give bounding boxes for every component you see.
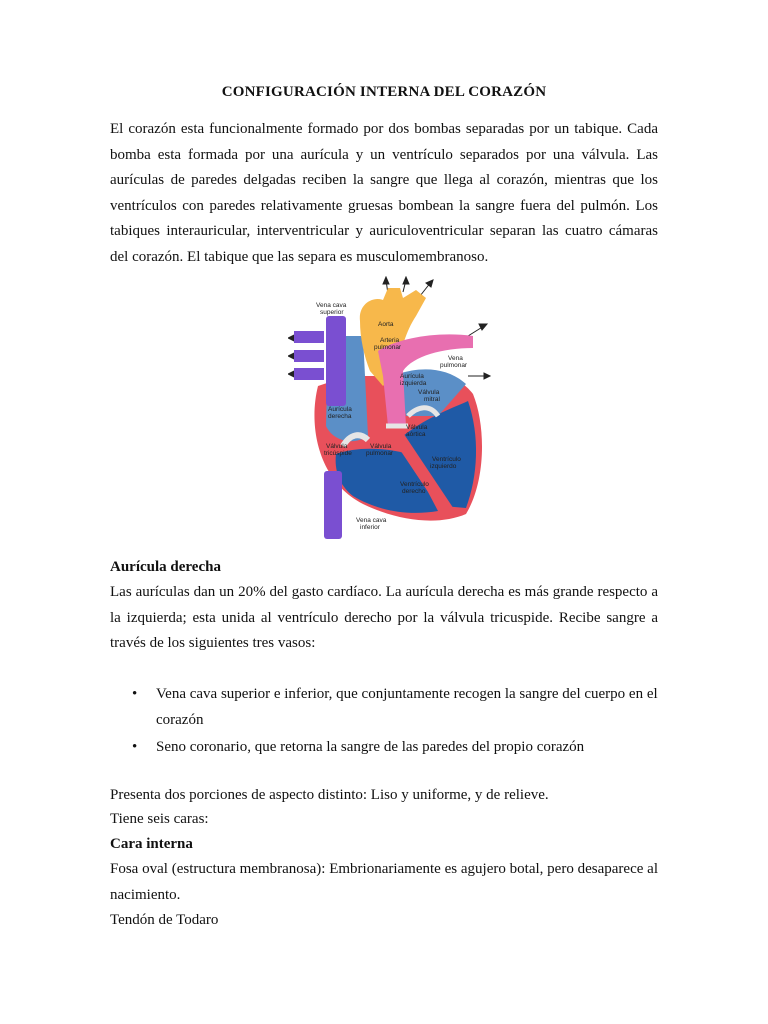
- label-valvula-mitral: mitral: [424, 396, 440, 403]
- label-vena-cava-superior: Vena cava: [316, 302, 347, 309]
- heart-diagram: [288, 276, 493, 546]
- list-item-text: Seno coronario, que retorna la sangre de las paredes del propio corazón: [156, 739, 585, 755]
- list-item: [110, 735, 658, 761]
- label-valvula-mitral: Válvula: [418, 389, 440, 396]
- label-valvula-pulmonar: Válvula: [370, 443, 392, 450]
- list-item: [110, 682, 658, 733]
- label-arteria-pulmonar: Arteria: [380, 337, 400, 344]
- section1-paragraph: Las aurículas dan un 20% del gasto cardíaco. La aurícula derecha es más grande respecto a la izquierda; esta unida al ventrículo derecho por la válvula tricuspide. Recibe sangre a través de los siguientes tres vasos:: [110, 584, 658, 651]
- label-vena-cava-inferior: Vena cava: [356, 517, 387, 524]
- label-vena-cava-superior: superior: [320, 309, 344, 316]
- intro-paragraph: El corazón esta funcionalmente formado por dos bombas separadas por un tabique. Cada bomba esta formada por una aurícula y un ventrículo separados por una válvula. Las aurículas de paredes delgadas reciben la sangre que llega al corazón, mientras que los ventrículos con paredes relativamente gruesas bombean la sangre fuera del pulmón. Los tabiques interauricular, interventricular y auriculoventricular separan las cuatro cámaras del corazón. El tabique que las separa es musculomembranoso.: [110, 121, 658, 265]
- label-aorta: Aorta: [378, 321, 394, 328]
- list-item-text: Vena cava superior e inferior, que conjuntamente recogen la sangre del cuerpo en el corazón: [156, 686, 658, 728]
- label-arteria-pulmonar: pulmonar: [374, 344, 402, 351]
- label-vena-cava-inferior: inferior: [360, 524, 380, 531]
- label-ventriculo-izquierdo: izquierdo: [430, 463, 457, 470]
- document-title: CONFIGURACIÓN INTERNA DEL CORAZÓN: [221, 84, 547, 100]
- faces-line: Tiene seis caras:: [110, 811, 209, 827]
- pulmonary-vein-left: [294, 368, 324, 380]
- tendon-line: Tendón de Todaro: [110, 912, 219, 928]
- label-valvula-pulmonar: pulmonar: [366, 450, 394, 457]
- section-heading-auricula-derecha: Aurícula derecha: [110, 559, 221, 575]
- label-auricula-derecha: Aurícula: [328, 406, 352, 413]
- label-ventriculo-derecho: derecho: [402, 488, 426, 495]
- section-heading-cara-interna: Cara interna: [110, 836, 193, 852]
- pulmonary-vein-left: [294, 350, 324, 362]
- label-valvula-aortica: aórtica: [406, 431, 426, 438]
- label-vena-pulmonar: pulmonar: [440, 362, 468, 369]
- label-vena-pulmonar: Vena: [448, 355, 463, 362]
- portions-line: Presenta dos porciones de aspecto distinto: Liso y uniforme, y de relieve.: [110, 787, 549, 803]
- fosa-oval-paragraph: Fosa oval (estructura membranosa): Embrionariamente es agujero botal, pero desaparece al nacimiento.: [110, 861, 658, 903]
- bullet-icon: •: [132, 686, 138, 702]
- inferior-vena-cava: [324, 471, 342, 539]
- superior-vena-cava: [326, 316, 346, 406]
- label-auricula-izquierda: Aurícula: [400, 373, 424, 380]
- label-valvula-aortica: Válvula: [406, 424, 428, 431]
- label-valvula-tricuspide: Válvula: [326, 443, 348, 450]
- label-auricula-derecha: derecha: [328, 413, 352, 420]
- bullet-icon: •: [132, 739, 138, 755]
- label-ventriculo-izquierdo: Ventrículo: [432, 456, 461, 463]
- vessel-list: [110, 682, 658, 763]
- label-valvula-tricuspide: tricúspide: [324, 450, 352, 457]
- label-ventriculo-derecho: Ventrículo: [400, 481, 429, 488]
- label-auricula-izquierda: izquierda: [400, 380, 427, 387]
- pulmonary-vein-left: [294, 331, 324, 343]
